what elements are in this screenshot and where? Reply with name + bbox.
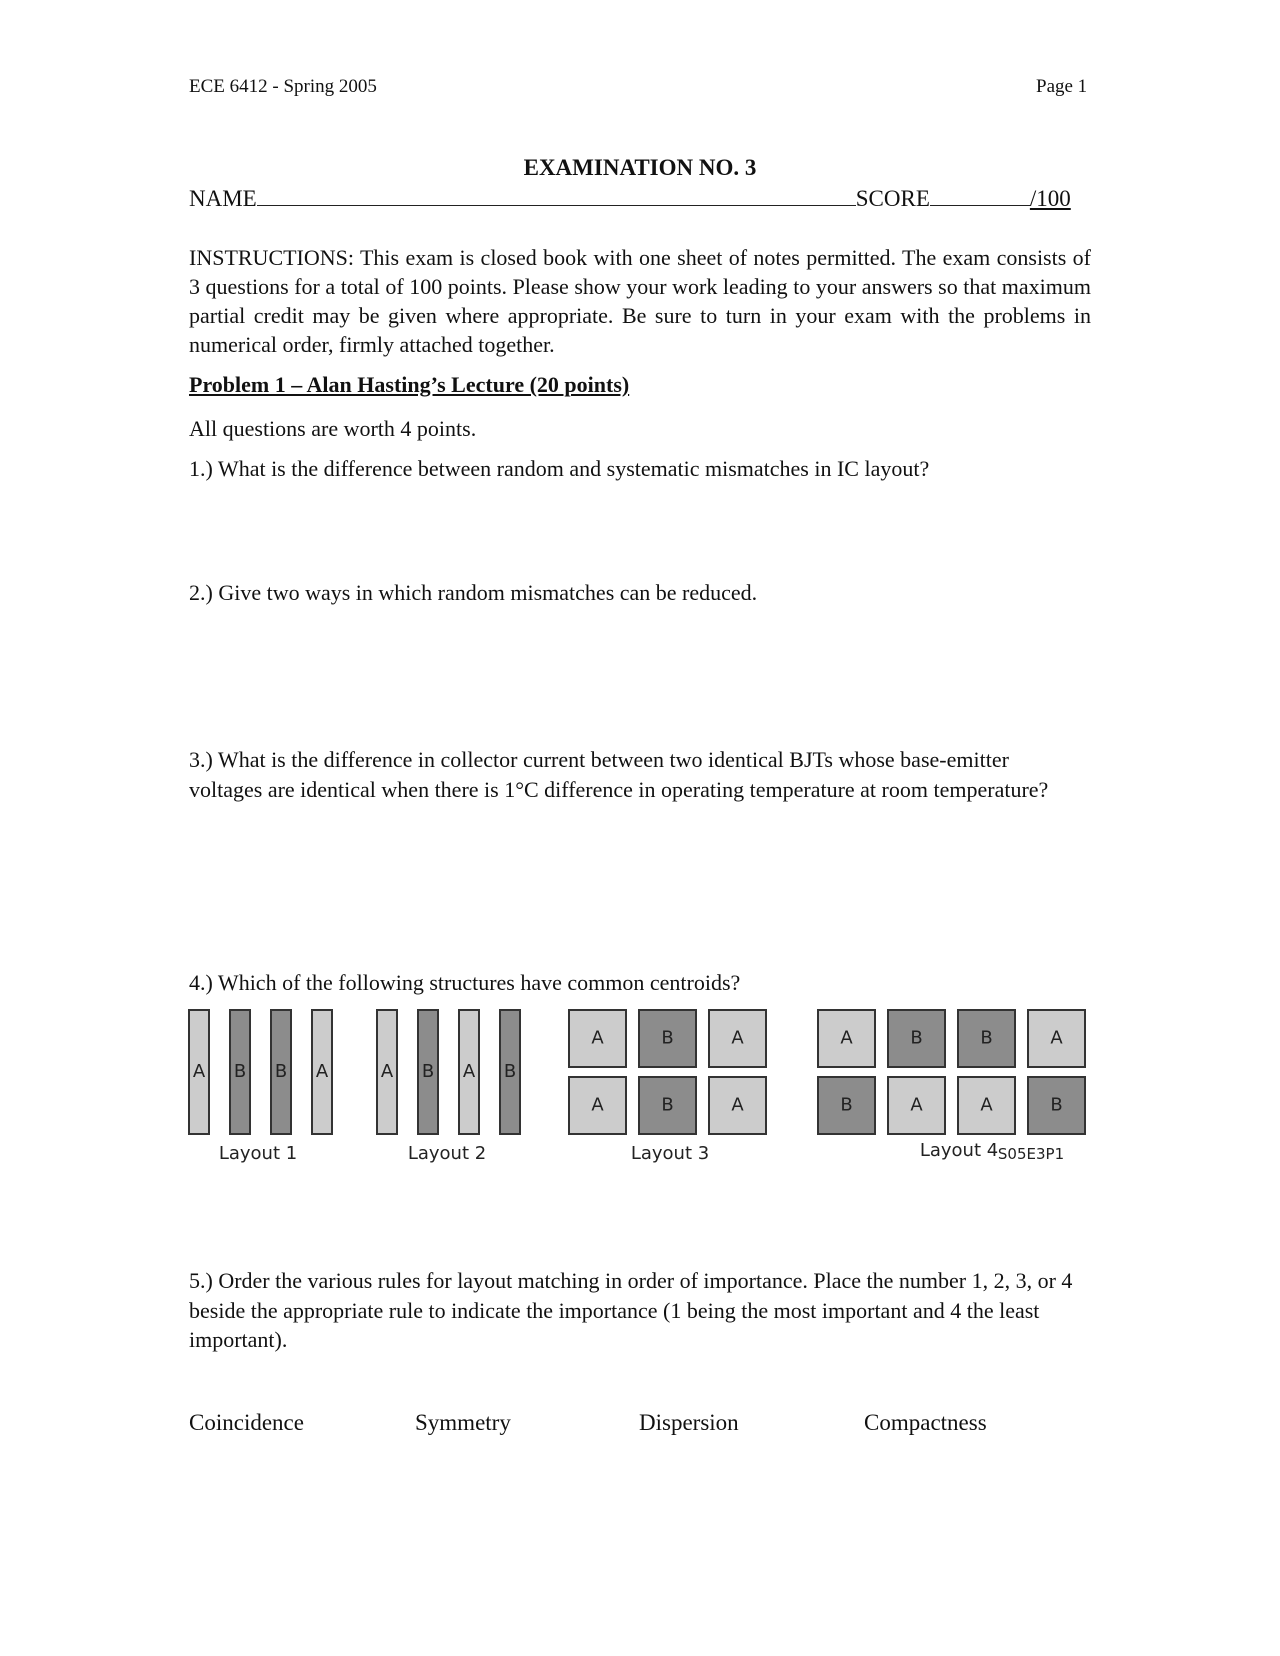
question-2: 2.) Give two ways in which random mismatches can be reduced. — [189, 580, 758, 605]
layout-1-strip-1-label: A — [192, 1061, 206, 1082]
layout-4-cell-r2c4-label: B — [1050, 1094, 1063, 1116]
layout-1-strip-3-label: B — [274, 1061, 288, 1082]
instructions: INSTRUCTIONS: This exam is closed book with one sheet of notes permitted. The exam consists of 3 questions for a total of 100 points. Please show your work leading to your answers so that maximum partial credit may be given where appropriate. Be sure to turn in your exam with the problems in numerical order, firmly attached together. — [189, 245, 1091, 357]
layout-1-strip-2-label: B — [233, 1061, 247, 1082]
layout-4-cell-r2c1-label: B — [840, 1094, 853, 1116]
rule-dispersion: Dispersion — [639, 1410, 739, 1435]
question-1: 1.) What is the difference between random and systematic mismatches in IC layout? — [189, 456, 930, 481]
exam-title: EXAMINATION NO. 3 — [523, 155, 757, 180]
common-centroid-figure — [180, 1000, 1100, 1175]
layout-4-cell-r2c3-label: A — [980, 1094, 993, 1116]
score-label: SCORE — [855, 186, 930, 211]
layout-2-strip-1-label: A — [380, 1061, 394, 1082]
layout-1-strip-4-label: A — [315, 1061, 329, 1082]
problem-1-title: Problem 1 – Alan Hasting’s Lecture (20 points) — [189, 372, 630, 397]
layout-3-cell-r1c1-label: A — [591, 1027, 604, 1049]
score-total: /100 — [1029, 186, 1071, 211]
layout-3-cell-r1c3-label: A — [731, 1027, 744, 1049]
layout-4-cell-r2c2-label: A — [910, 1094, 923, 1116]
layout-4-cell-r1c3-label: B — [980, 1027, 993, 1049]
layout-3-cell-r2c2-label: B — [661, 1094, 674, 1116]
name-label: NAME — [189, 186, 257, 211]
layout-1-caption: Layout 1 — [218, 1143, 298, 1164]
page-number: Page 1 — [1036, 76, 1088, 97]
score-blank — [930, 185, 1030, 206]
layout-2-strip-2-label: B — [421, 1061, 435, 1082]
layout-2-strip-3-label: A — [462, 1061, 476, 1082]
name-score-row — [189, 185, 1071, 212]
course-header: ECE 6412 - Spring 2005 — [189, 76, 377, 97]
layout-3-cell-r2c3-label: A — [731, 1094, 744, 1116]
rule-compactness: Compactness — [864, 1410, 987, 1435]
name-blank — [257, 185, 856, 206]
layout-4-caption: Layout 4 — [919, 1140, 999, 1161]
rule-coincidence: Coincidence — [189, 1410, 304, 1435]
layout-2-caption: Layout 2 — [407, 1143, 487, 1164]
question-3: 3.) What is the difference in collector current between two identical BJTs whose base-emitter voltages are identical when there is 1°C difference in operating temperature at room temperature? — [189, 747, 1049, 802]
figure-id: S05E3P1 — [997, 1145, 1065, 1163]
points-note: All questions are worth 4 points. — [189, 416, 477, 441]
layout-4-cell-r1c1-label: A — [840, 1027, 853, 1049]
question-5: 5.) Order the various rules for layout matching in order of importance. Place the number 1, 2, 3, or 4 beside the appropriate rule to indicate the importance (1 being the most important and 4 the least important). — [189, 1268, 1073, 1352]
layout-2-strip-4-label: B — [503, 1061, 517, 1082]
layout-3-cell-r1c2-label: B — [661, 1027, 674, 1049]
layout-4-cell-r1c4-label: A — [1050, 1027, 1063, 1049]
question-4: 4.) Which of the following structures have common centroids? — [189, 970, 741, 995]
rule-symmetry: Symmetry — [415, 1410, 511, 1435]
layout-3-cell-r2c1-label: A — [591, 1094, 604, 1116]
layout-4-cell-r1c2-label: B — [910, 1027, 923, 1049]
layout-3-caption: Layout 3 — [630, 1143, 710, 1164]
